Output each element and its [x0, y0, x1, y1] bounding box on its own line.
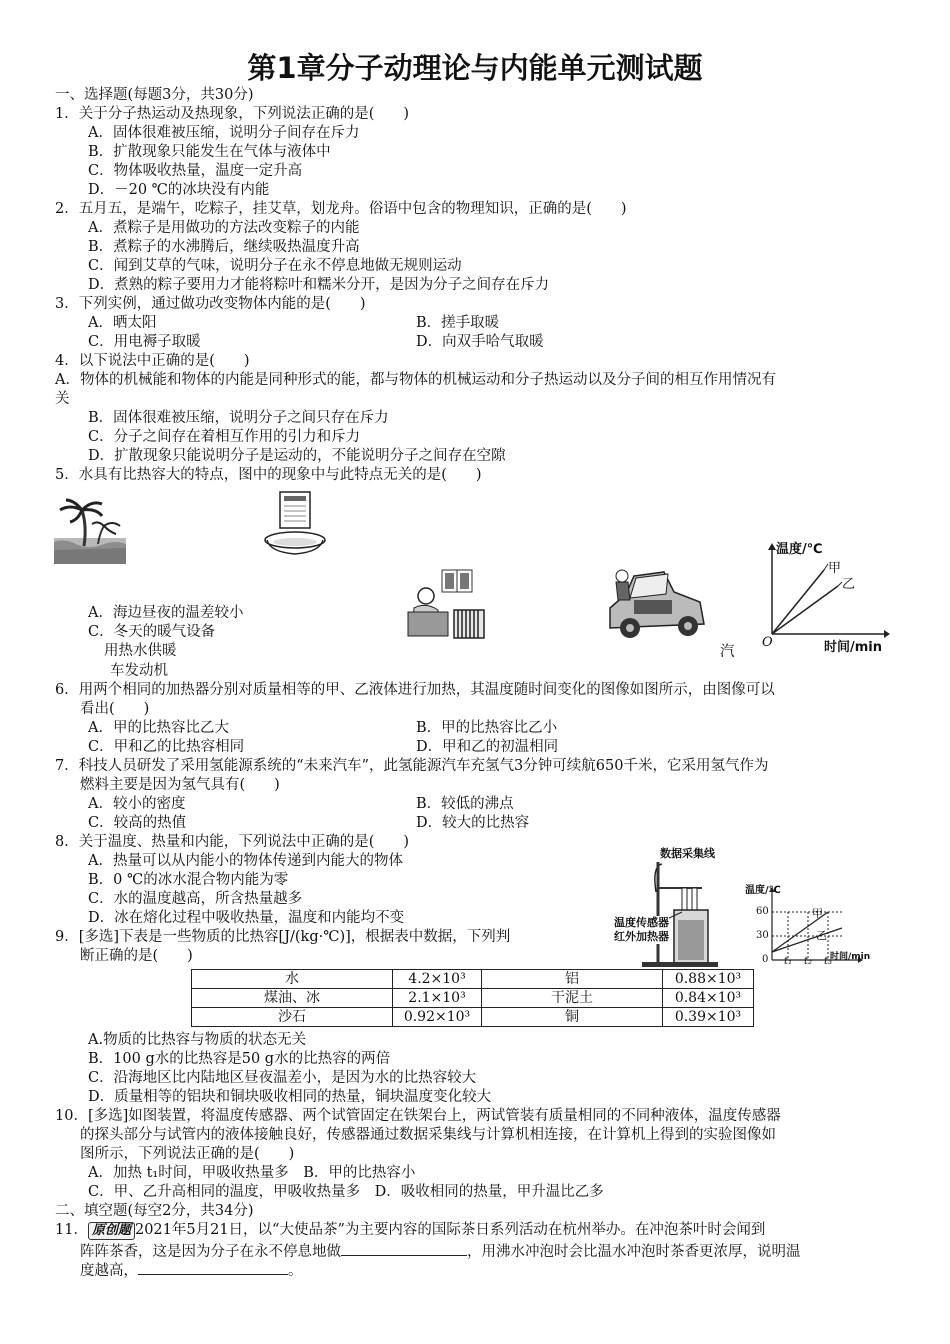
- question-4-option-c: C．分子之间存在着相互作用的引力和斥力: [88, 429, 361, 445]
- question-6-stem-cont: 看出( ): [80, 701, 150, 717]
- question-5-option-c: C．冬天的暖气设备: [88, 624, 216, 640]
- specific-heat-table: [191, 969, 754, 1027]
- question-7-option-c: C．较高的热值: [88, 815, 187, 831]
- graph2-y-tick-30: 30: [756, 930, 769, 941]
- beach-palm-picture: [54, 498, 126, 564]
- question-8-option-b: B．0 ℃的冰水混合物内能为零: [88, 872, 289, 888]
- question-3-option-b: B．搓手取暖: [416, 315, 500, 331]
- question-6-option-d: D．甲和乙的初温相同: [416, 739, 559, 755]
- question-9-option-d: D．质量相等的铝块和铜块吸收相同的热量，铜块温度变化较大: [88, 1089, 492, 1105]
- question-4-option-a-cont: 关: [55, 391, 70, 407]
- apparatus-sensor-label: 温度传感器: [614, 916, 669, 929]
- question-1-stem: 1．关于分子热运动及热现象，下列说法正确的是( ): [55, 106, 410, 122]
- graph1-line-jia-label: 甲: [828, 561, 842, 576]
- table-cell: 0.88×10³: [663, 970, 754, 989]
- section-heading-fill: 二、填空题(每空2分，共34分): [55, 1203, 254, 1219]
- answer-blank-2[interactable]: [138, 1259, 288, 1275]
- table-cell: 铜: [482, 1008, 663, 1027]
- question-10-stem-cont-2: 图所示，下列说法正确的是( ): [80, 1146, 295, 1162]
- graph2-line-yi-label: 乙: [816, 929, 827, 942]
- question-2-option-b: B．煮粽子的水沸腾后，继续吸热温度升高: [88, 239, 360, 255]
- question-11-text-3a: 度越高，: [80, 1263, 138, 1279]
- question-2-option-c: C．闻到艾草的气味，说明分子在永不停息地做无规则运动: [88, 258, 462, 274]
- question-8-stem: 8．关于温度、热量和内能，下列说法中正确的是( ): [55, 834, 410, 850]
- table-row: [192, 989, 754, 1008]
- table-row: [192, 970, 754, 989]
- table-cell: 沙石: [192, 1008, 393, 1027]
- experiment-apparatus-picture: [612, 852, 730, 968]
- question-11-text-3b: 。: [288, 1263, 303, 1279]
- question-1-option-c: C．物体吸收热量，温度一定升高: [88, 163, 303, 179]
- question-7-stem-cont: 燃料主要是因为氢气具有( ): [80, 777, 280, 793]
- graph1-x-axis-label: 时间/min: [824, 640, 883, 655]
- question-1-option-d: D．－20 ℃的冰块没有内能: [88, 182, 270, 198]
- question-11-number: 11．: [55, 1222, 88, 1238]
- question-3-option-c: C．用电褥子取暖: [88, 334, 201, 350]
- table-cell: 干泥土: [482, 989, 663, 1008]
- question-1-option-a: A．固体很难被压缩，说明分子间存在斥力: [88, 125, 360, 141]
- question-6-option-a: A．甲的比热容比乙大: [88, 720, 229, 736]
- question-9-stem-cont: 断正确的是( ): [80, 948, 193, 964]
- graph2-tick-t1: t₁: [784, 956, 793, 967]
- graph1-y-axis-label: 温度/℃: [776, 542, 823, 557]
- table-cell: 铝: [482, 970, 663, 989]
- question-10-options-cd: C．甲、乙升高相同的温度，甲吸收热量多 D．吸收相同的热量，甲升温比乙多: [88, 1184, 604, 1200]
- table-cell: 0.92×10³: [393, 1008, 482, 1027]
- question-7-option-b: B．较低的沸点: [416, 796, 514, 812]
- table-cell: 0.84×10³: [663, 989, 754, 1008]
- apparatus-heater-label: 红外加热器: [614, 930, 669, 943]
- question-2-stem: 2．五月五，是端午，吃粽子，挂艾草，划龙舟。俗语中包含的物理知识，正确的是( ): [55, 201, 627, 217]
- question-6-option-c: C．甲和乙的比热容相同: [88, 739, 245, 755]
- question-5-stem: 5．水具有比热容大的特点，图中的现象中与此特点无关的是( ): [55, 467, 482, 483]
- question-4-option-b: B．固体很难被压缩，说明分子之间只存在斥力: [88, 410, 389, 426]
- answer-blank-1[interactable]: [341, 1240, 467, 1256]
- radiator-heating-picture: [404, 568, 488, 642]
- question-3-stem: 3．下列实例，通过做功改变物体内能的是( ): [55, 296, 366, 312]
- question-9-stem: 9．[多选]下表是一些物质的比热容[J/(kg·℃)]，根据表中数据，下列判: [55, 929, 511, 945]
- car-engine-picture: [604, 566, 708, 644]
- question-9-option-b: B．100 g水的比热容是50 g水的比热容的两倍: [88, 1051, 391, 1067]
- question-5-option-c-cont: 用热水供暖: [104, 643, 177, 659]
- question-8-option-c: C．水的温度越高，所含热量越多: [88, 891, 303, 907]
- question-11-line-3: [80, 1259, 303, 1281]
- question-7-stem: 7．科技人员研发了采用氢能源系统的“未来汽车”，此氢能源汽车充氢气3分钟可续航650千米，它采用氢气作为: [55, 758, 769, 774]
- original-question-badge: 原创题: [88, 1222, 135, 1240]
- question-5-option-a: A．海边昼夜的温差较小: [88, 605, 244, 621]
- question-11-text-2b: ，用沸水冲泡时会比温水冲泡时茶香更浓厚，说明温: [467, 1244, 801, 1260]
- apparatus-cable-label: 数据采集线: [660, 847, 715, 860]
- question-8-option-d: D．冰在熔化过程中吸收热量，温度和内能均不变: [88, 910, 405, 926]
- question-6-stem: 6．用两个相同的加热器分别对质量相等的甲、乙液体进行加热，其温度随时间变化的图像如图所示，由图像可以: [55, 682, 775, 698]
- graph2-tick-t3: t₃: [824, 956, 833, 967]
- question-11-text-1: 2021年5月21日，以“大使品茶”为主要内容的国际茶日系列活动在杭州举办。在冲泡茶叶时会闻到: [134, 1222, 766, 1238]
- graph2-tick-t2: t₂: [804, 956, 813, 967]
- table-cell: 煤油、冰: [192, 989, 393, 1008]
- question-4-option-a: A．物体的机械能和物体的内能是同种形式的能，都与物体的机械运动和分子热运动以及分子间的相互作用情况有: [55, 372, 776, 388]
- question-11-text-2a: 阵阵茶香，这是因为分子在永不停息地做: [80, 1244, 341, 1260]
- water-tank-picture: [262, 490, 330, 556]
- graph2-origin: 0: [762, 954, 769, 965]
- question-9-option-a: A.物质的比热容与物质的状态无关: [88, 1032, 307, 1048]
- question-5-option-d-suffix: 车发动机: [110, 663, 168, 679]
- question-9-option-c: C．沿海地区比内陆地区昼夜温差小，是因为水的比热容较大: [88, 1070, 477, 1086]
- table-cell: 2.1×10³: [393, 989, 482, 1008]
- question-7-option-d: D．较大的比热容: [416, 815, 530, 831]
- question-7-option-a: A．较小的密度: [88, 796, 186, 812]
- question-3-option-d: D．向双手哈气取暖: [416, 334, 544, 350]
- question-1-option-b: B．扩散现象只能发生在气体与液体中: [88, 144, 331, 160]
- section-heading-choice: 一、选择题(每题3分，共30分): [55, 87, 254, 103]
- question-10-stem-cont-1: 的探头部分与试管内的液体接触良好，传感器通过数据采集线与计算机相连接，在计算机上得到的实验图像如: [80, 1127, 776, 1143]
- question-4-option-d: D．扩散现象只能说明分子是运动的，不能说明分子之间存在空隙: [88, 448, 506, 464]
- graph1-line-yi-label: 乙: [842, 577, 856, 592]
- table-cell: 0.39×10³: [663, 1008, 754, 1027]
- question-3-option-a: A．晒太阳: [88, 315, 157, 331]
- question-4-stem: 4．以下说法中正确的是( ): [55, 353, 250, 369]
- question-2-option-a: A．煮粽子是用做功的方法改变粽子的内能: [88, 220, 360, 236]
- graph2-y-tick-60: 60: [756, 906, 769, 917]
- question-11-line-1: [55, 1221, 765, 1240]
- graph2-y-axis-label: 温度/℃: [745, 885, 781, 896]
- question-5-car-label: 汽: [720, 644, 735, 660]
- graph1-origin: O: [762, 635, 773, 650]
- table-cell: 4.2×10³: [393, 970, 482, 989]
- table-cell: 水: [192, 970, 393, 989]
- question-2-option-d: D．煮熟的粽子要用力才能将粽叶和糯米分开，是因为分子之间存在斥力: [88, 277, 550, 293]
- page-title: 第1章分子动理论与内能单元测试题: [247, 51, 703, 85]
- question-8-option-a: A．热量可以从内能小的物体传递到内能大的物体: [88, 853, 403, 869]
- graph2-x-axis-label: 时间/min: [830, 952, 871, 962]
- question-10-options-ab: A．加热 t₁时间，甲吸收热量多 B．甲的比热容小: [88, 1165, 416, 1181]
- table-row: [192, 1008, 754, 1027]
- question-10-stem: 10．[多选]如图装置，将温度传感器、两个试管固定在铁架台上，两试管装有质量相同的不同种液体，温度传感器: [55, 1108, 781, 1124]
- graph2-line-jia-label: 甲: [812, 907, 823, 920]
- question-6-option-b: B．甲的比热容比乙小: [416, 720, 558, 736]
